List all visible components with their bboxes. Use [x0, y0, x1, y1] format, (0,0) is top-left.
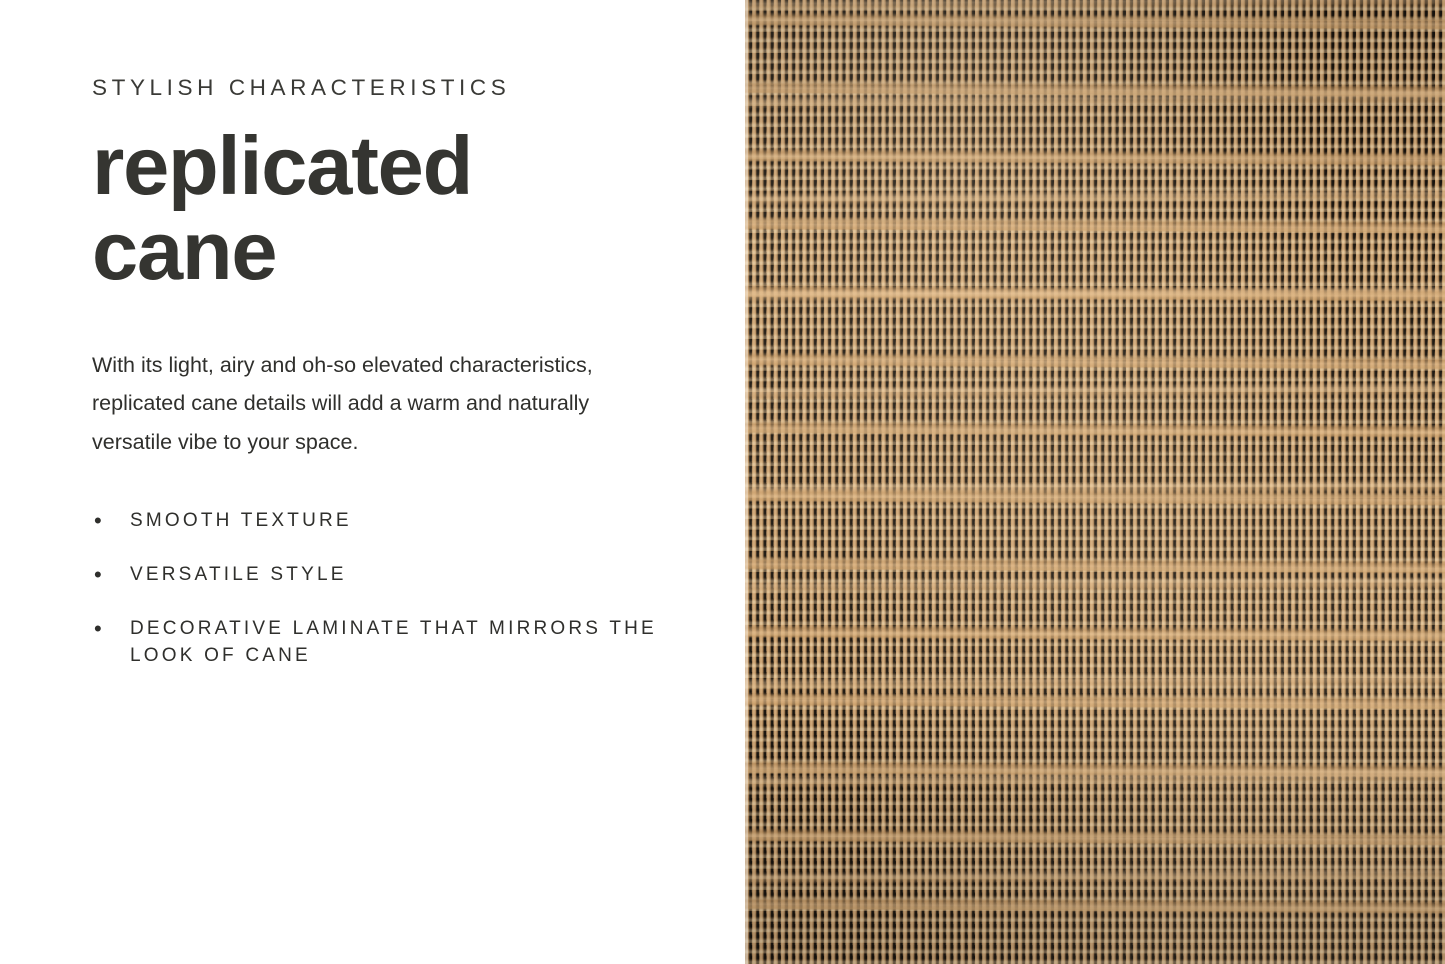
list-item: • SMOOTH TEXTURE — [92, 507, 672, 535]
image-left-edge — [745, 0, 748, 964]
list-item: • VERSATILE STYLE — [92, 561, 672, 589]
page-title: replicated cane — [92, 119, 473, 298]
feature-list — [92, 507, 672, 669]
body-paragraph: With its light, airy and oh-so elevated characteristics, replicated cane details will add a warm and naturally versatile vibe to your space. — [92, 352, 593, 454]
content-block — [92, 74, 672, 696]
list-item: • DECORATIVE LAMINATE THAT MIRRORS THE LOOK OF CANE — [92, 615, 672, 670]
cane-texture-image — [745, 0, 1445, 964]
eyebrow-label: STYLISH CHARACTERISTICS — [92, 75, 511, 100]
weave-strand-secondary-layer — [745, 0, 1445, 964]
